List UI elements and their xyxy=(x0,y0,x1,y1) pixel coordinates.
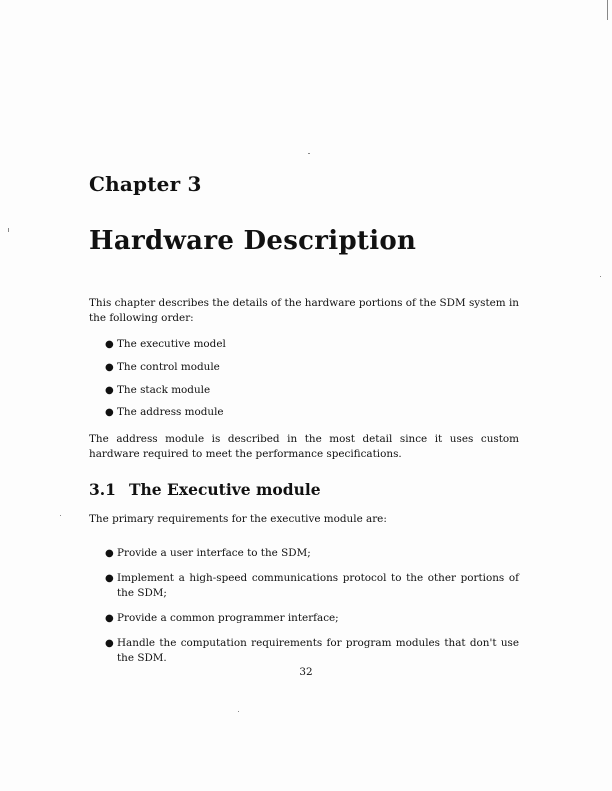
list-item xyxy=(89,571,519,601)
page-number: 32 xyxy=(299,666,313,678)
list-item-text: The control module xyxy=(117,360,220,373)
list-item xyxy=(89,405,519,420)
chapter-title: Hardware Description xyxy=(89,226,417,256)
list-item xyxy=(89,611,519,626)
list-item-text: The executive model xyxy=(117,338,226,350)
list-item xyxy=(89,337,519,352)
section-heading xyxy=(89,480,321,499)
scan-speck xyxy=(60,515,61,516)
section-title: The Executive module xyxy=(129,480,321,499)
chapter-label: Chapter 3 xyxy=(89,172,202,196)
bullet-icon: ● xyxy=(105,339,114,350)
bullet-icon: ● xyxy=(105,613,114,624)
section-number: 3.1 xyxy=(89,480,116,499)
bullet-icon: ● xyxy=(105,573,114,584)
bullet-icon: ● xyxy=(105,548,114,559)
scan-edge-mark xyxy=(607,0,608,20)
list-item xyxy=(89,636,519,666)
intro-paragraph: This chapter describes the details of the hardware portions of the SDM system in the following order: xyxy=(89,297,519,324)
module-order-list xyxy=(89,337,519,428)
bullet-icon: ● xyxy=(105,361,114,373)
list-item xyxy=(89,546,519,561)
bullet-icon: ● xyxy=(105,407,114,419)
scan-speck xyxy=(308,153,310,154)
bullet-icon: ● xyxy=(105,384,114,396)
requirements-list xyxy=(89,546,519,676)
bullet-icon: ● xyxy=(105,638,114,649)
list-item xyxy=(89,383,519,398)
scan-speck xyxy=(8,228,9,232)
list-item-text: Implement a high-speed communications protocol to the other portions of the SDM; xyxy=(117,572,519,599)
scan-speck xyxy=(600,276,601,277)
requirements-intro: The primary requirements for the executive module are: xyxy=(89,513,387,525)
list-item-text: Provide a common programmer interface; xyxy=(117,612,339,624)
list-item-text: Handle the computation requirements for program modules that don't use the SDM. xyxy=(117,637,519,664)
scan-speck xyxy=(238,711,239,712)
list-item-text: Provide a user interface to the SDM; xyxy=(117,547,311,559)
address-module-paragraph: The address module is described in the most detail since it uses custom hardware required to meet the performance specifications. xyxy=(89,433,519,460)
list-item-text: The address module xyxy=(117,406,224,419)
list-item xyxy=(89,360,519,375)
list-item-text: The stack module xyxy=(117,383,211,396)
